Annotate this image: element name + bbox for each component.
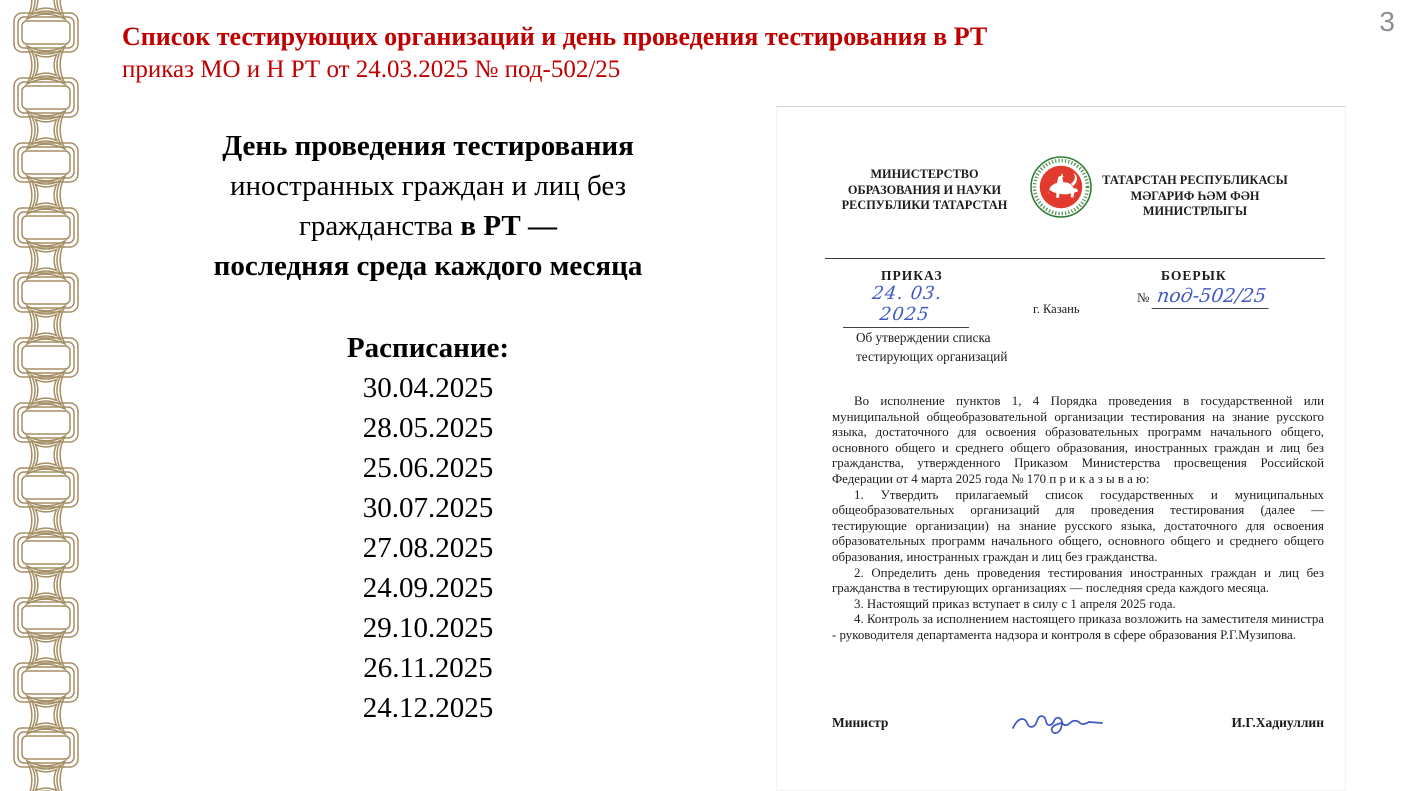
schedule-date: 30.07.2025 — [362, 492, 494, 524]
handwritten-date — [843, 283, 969, 328]
ministry-name-line: МИНИСТЕРСТВО — [870, 167, 979, 181]
testing-day-heading-line3 — [128, 206, 728, 246]
testing-day-heading-line2: иностранных граждан и лиц без — [229, 170, 627, 202]
slide-subtitle: приказ МО и Н РТ от 24.03.2025 № под-502/25 — [122, 56, 621, 83]
testing-day-panel — [128, 126, 728, 728]
ministry-name-line: МИНИСТРЛЫГЫ — [1142, 204, 1248, 218]
page-number: 3 — [1379, 6, 1395, 37]
ministry-name-line: ОБРАЗОВАНИЯ И НАУКИ — [847, 182, 1002, 197]
ministry-name-line: РЕСПУБЛИКИ ТАТАРСТАН — [841, 198, 1008, 212]
testing-day-heading-line1: День проведения тестирования — [222, 130, 634, 162]
signature-row — [832, 708, 1324, 738]
schedule-title: Расписание: — [346, 332, 510, 364]
slide-header — [122, 20, 987, 86]
order-paragraph: 4. Контроль за исполнением настоящего приказа возложить на заместителя министра - руководителя департамента надзора и контроля в сфере образования Р.Г.Музипова. — [832, 612, 1324, 642]
order-number — [1137, 285, 1270, 309]
order-subject-line: тестирующих организаций — [856, 349, 1008, 364]
order-paragraph: 3. Настоящий приказ вступает в силу с 1 апреля 2025 года. — [854, 596, 1176, 611]
schedule-date: 29.10.2025 — [362, 612, 494, 644]
ministry-name-line: ТАТАРСТАН РЕСПУБЛИКАСЫ — [1102, 173, 1288, 187]
ministry-name-tatar — [1095, 173, 1295, 220]
minister-signature-icon — [1005, 708, 1115, 738]
signer-position: Министр — [832, 715, 889, 730]
city-label: г. Казань — [1033, 302, 1080, 316]
schedule-date-list — [128, 368, 728, 728]
schedule-date: 28.05.2025 — [362, 412, 494, 444]
order-paragraph: Во исполнение пунктов 1, 4 Порядка проведения в государственной или муниципальной общеобразовательной организации тестирования на знание русского языка, достаточного для освоения образовательных программ начального общего, основного общего и среднего общего образования, иностранных граждан и лиц без гражданства, утвержденного Приказом Министерства просвещения Российской Федерации от 4 марта 2025 года № 170 п р и к а з ы в а ю: — [832, 394, 1324, 486]
signer-name: И.Г.Хадиуллин — [1231, 715, 1324, 730]
testing-day-heading-line4: последняя среда каждого месяца — [213, 250, 643, 282]
ministry-name-line: МӘГАРИФ ҺӘМ ФӘН — [1130, 188, 1260, 203]
tatarstan-emblem-icon — [1029, 155, 1093, 219]
order-label-tt: БОЕРЫК — [1161, 268, 1227, 283]
heading-line3-bold: в РТ — — [453, 210, 557, 242]
handwritten-number: под-502/25 — [1151, 285, 1271, 309]
order-paragraph: 1. Утвердить прилагаемый список государственных и муниципальных общеобразовательных организаций для проведения тестирования (далее — тестирующие организации) на знание русского языка, достаточного для освоения образовательных программ начального общего, основного общего и среднего общего образования, иностранных граждан и лиц без гражданства. — [832, 487, 1324, 564]
order-document-scan — [776, 106, 1346, 791]
schedule-date: 27.08.2025 — [362, 532, 494, 564]
heading-line3-regular: гражданства — [298, 210, 454, 242]
handwritten-date-text: 24. 03. 2025 — [871, 283, 944, 325]
ministry-name-russian — [827, 167, 1022, 214]
order-label-ru: ПРИКАЗ — [881, 268, 943, 283]
ornament-border-icon — [0, 0, 93, 791]
order-subject — [856, 328, 1007, 366]
order-body — [832, 394, 1324, 644]
schedule-date: 30.04.2025 — [362, 372, 494, 404]
schedule-date: 25.06.2025 — [362, 452, 494, 484]
order-subject-line: Об утверждении списка — [856, 330, 991, 345]
number-sign: № — [1137, 290, 1150, 305]
schedule-date: 24.12.2025 — [362, 692, 494, 724]
order-paragraph: 2. Определить день проведения тестирования иностранных граждан и лиц без гражданства в тестирующих организациях — последняя среда каждого месяца. — [832, 565, 1324, 596]
slide-title: Список тестирующих организаций и день проведения тестирования в РТ — [122, 22, 988, 51]
schedule-date: 24.09.2025 — [362, 572, 494, 604]
schedule-date: 26.11.2025 — [363, 652, 493, 684]
header-divider — [825, 258, 1325, 259]
